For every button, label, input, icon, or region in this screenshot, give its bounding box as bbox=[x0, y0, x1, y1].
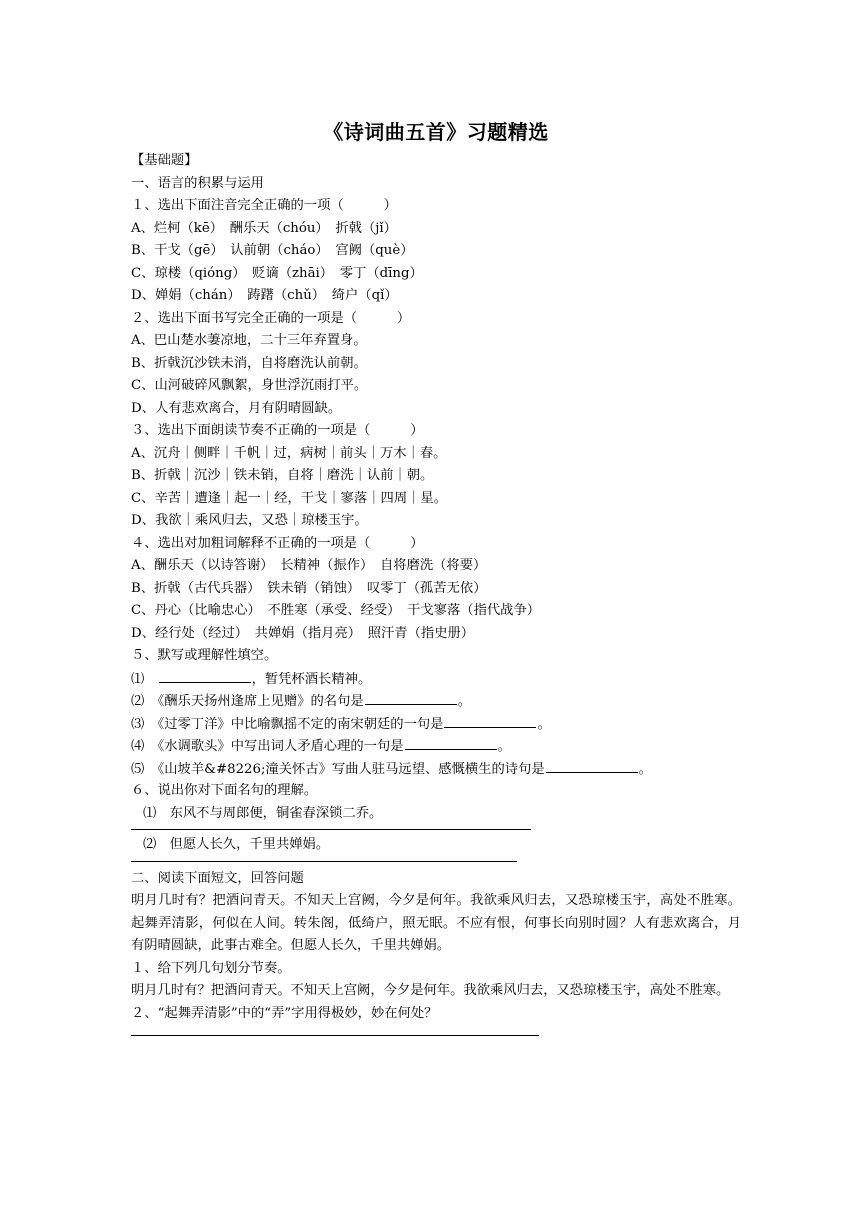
q1-option-c: C、琼楼（qióng） 贬谪（zhāi） 零丁（dīng） bbox=[131, 265, 423, 281]
q5-item-post: 。 bbox=[457, 694, 471, 709]
q1-option-a: A、烂柯（kē） 酬乐天（chóu） 折戟（jǐ） bbox=[131, 220, 397, 236]
q5-item-post: 。 bbox=[537, 716, 551, 732]
part2-heading: 二、阅读下面短文，回答问题 bbox=[131, 870, 304, 886]
r2-stem: ２、“起舞弄清影”中的“弄”字用得极妙，妙在何处？ bbox=[131, 1005, 438, 1021]
r1-text: 明月几时有？把酒问青天。不知天上宫阙，今夕是何年。我欲乘风归去，又恐琼楼玉宇，高处不胜寒。 bbox=[131, 983, 730, 998]
q4-option-a: A、酬乐天（以诗答谢） 长精神（振作） 自将磨洗（将要） bbox=[131, 558, 487, 573]
q4-stem: ４、选出对加粗词解释不正确的一项是（ ） bbox=[131, 535, 424, 551]
q3-option-c: C、辛苦｜遭逢｜起一｜经，干戈｜寥落｜四周｜星。 bbox=[131, 490, 448, 506]
q5-item-number: ⑶ bbox=[131, 716, 145, 732]
q1-option-d: D、婵娟（chán） 踌躇（chǔ） 绮户（qǐ） bbox=[131, 288, 398, 303]
q5-item-pre: 《酬乐天扬州逢席上见赠》的名句是 bbox=[157, 694, 364, 709]
q5-stem: ５、默写或理解性填空。 bbox=[131, 648, 278, 663]
q2-stem: ２、选出下面书写完全正确的一项是（ ） bbox=[131, 310, 411, 326]
q5-item-5 bbox=[131, 758, 741, 781]
q2-option-d: D、人有悲欢离合，月有阴晴圆缺。 bbox=[131, 400, 342, 416]
fill-blank[interactable] bbox=[159, 668, 251, 683]
q2-option-a: A、巴山楚水萋凉地，二十三年弃置身。 bbox=[131, 333, 367, 348]
q5-item-number: ⑵ bbox=[131, 694, 145, 709]
q1-option-b: B、干戈（gē） 认前朝（cháo） 宫阙（què） bbox=[131, 243, 414, 258]
fill-blank[interactable] bbox=[405, 735, 497, 750]
q5-item-1 bbox=[131, 668, 741, 691]
fill-blank[interactable] bbox=[365, 690, 457, 705]
q6-item-text: 东风不与周郎便，铜雀春深锁二乔。 bbox=[169, 805, 383, 821]
q5-item-post: ，暂凭杯酒长精神。 bbox=[251, 671, 372, 687]
answer-line[interactable] bbox=[131, 829, 531, 830]
q5-item-number: ⑷ bbox=[131, 739, 145, 754]
q6-item-number: ⑴ bbox=[143, 805, 157, 821]
part1-heading: 一、语言的积累与运用 bbox=[131, 175, 264, 191]
r1-stem: １、给下列几句划分节奏。 bbox=[131, 960, 291, 976]
q5-item-2 bbox=[131, 690, 741, 713]
q4-option-d: D、经行处（经过） 共婵娟（指月亮） 照汗青（指史册） bbox=[131, 625, 475, 641]
fill-blank[interactable] bbox=[546, 758, 638, 773]
fill-blank[interactable] bbox=[444, 713, 536, 728]
q5-item-post: 。 bbox=[638, 761, 652, 777]
q3-option-b: B、折戟｜沉沙｜铁未销，自将｜磨洗｜认前｜朝。 bbox=[131, 468, 434, 483]
answer-line[interactable] bbox=[131, 861, 517, 862]
worksheet-content bbox=[131, 150, 741, 1054]
answer-line[interactable] bbox=[131, 1035, 539, 1036]
q3-option-a: A、沉舟｜侧畔｜千帆｜过，病树｜前头｜万木｜春。 bbox=[131, 445, 447, 461]
q5-item-pre: 《山坡羊&#8226;潼关怀古》写曲人驻马远望、感慨横生的诗句是 bbox=[157, 761, 545, 777]
q5-item-3 bbox=[131, 713, 741, 736]
q5-item-4 bbox=[131, 735, 741, 758]
q5-item-pre: 《水调歌头》中写出词人矛盾心理的一句是 bbox=[157, 739, 404, 754]
q5-item-pre: 《过零丁洋》中比喻飘摇不定的南宋朝廷的一句是 bbox=[157, 716, 444, 732]
q6-item-number: ⑵ bbox=[143, 837, 157, 852]
q3-stem: ３、选出下面朗读节奏不正确的一项是（ ） bbox=[131, 423, 424, 438]
q5-item-number: ⑴ bbox=[131, 671, 145, 687]
q5-item-number: ⑸ bbox=[131, 761, 145, 777]
q1-stem: １、选出下面注音完全正确的一项（ ） bbox=[131, 198, 397, 213]
q6-item-2 bbox=[131, 834, 741, 857]
q6-item-text: 但愿人长久，千里共婵娟。 bbox=[169, 837, 330, 852]
section-basic-heading: 【基础题】 bbox=[131, 153, 198, 168]
q2-option-c: C、山河破碎风飘絮，身世浮沉雨打平。 bbox=[131, 378, 368, 393]
q4-option-c: C、丹心（比喻忠心） 不胜寒（承受、经受） 干戈寥落（指代战争） bbox=[131, 603, 541, 618]
q3-option-d: D、我欲｜乘风归去，又恐｜琼楼玉宇。 bbox=[131, 513, 368, 528]
q6-item-1 bbox=[131, 803, 741, 826]
page-title: 《诗词曲五首》习题精选 bbox=[323, 120, 549, 144]
q5-item-post: 。 bbox=[497, 739, 511, 754]
reading-passage: 明月几时有？把酒问青天。不知天上宫阙，今夕是何年。我欲乘风归去，又恐琼楼玉宇，高处不胜寒。起舞弄清影，何似在人间。转朱阁，低绮户，照无眠。不应有恨，何事长向别时圆？人有悲欢离合，月有阴晴圆缺，此事古难全。但愿人长久，千里共婵娟。 bbox=[131, 893, 741, 953]
q6-stem: ６、说出你对下面名句的理解。 bbox=[131, 783, 318, 798]
q4-option-b: B、折戟（古代兵器） 铁未销（销蚀） 叹零丁（孤苦无依） bbox=[131, 580, 487, 596]
q2-option-b: B、折戟沉沙铁未消，自将磨洗认前朝。 bbox=[131, 355, 367, 371]
